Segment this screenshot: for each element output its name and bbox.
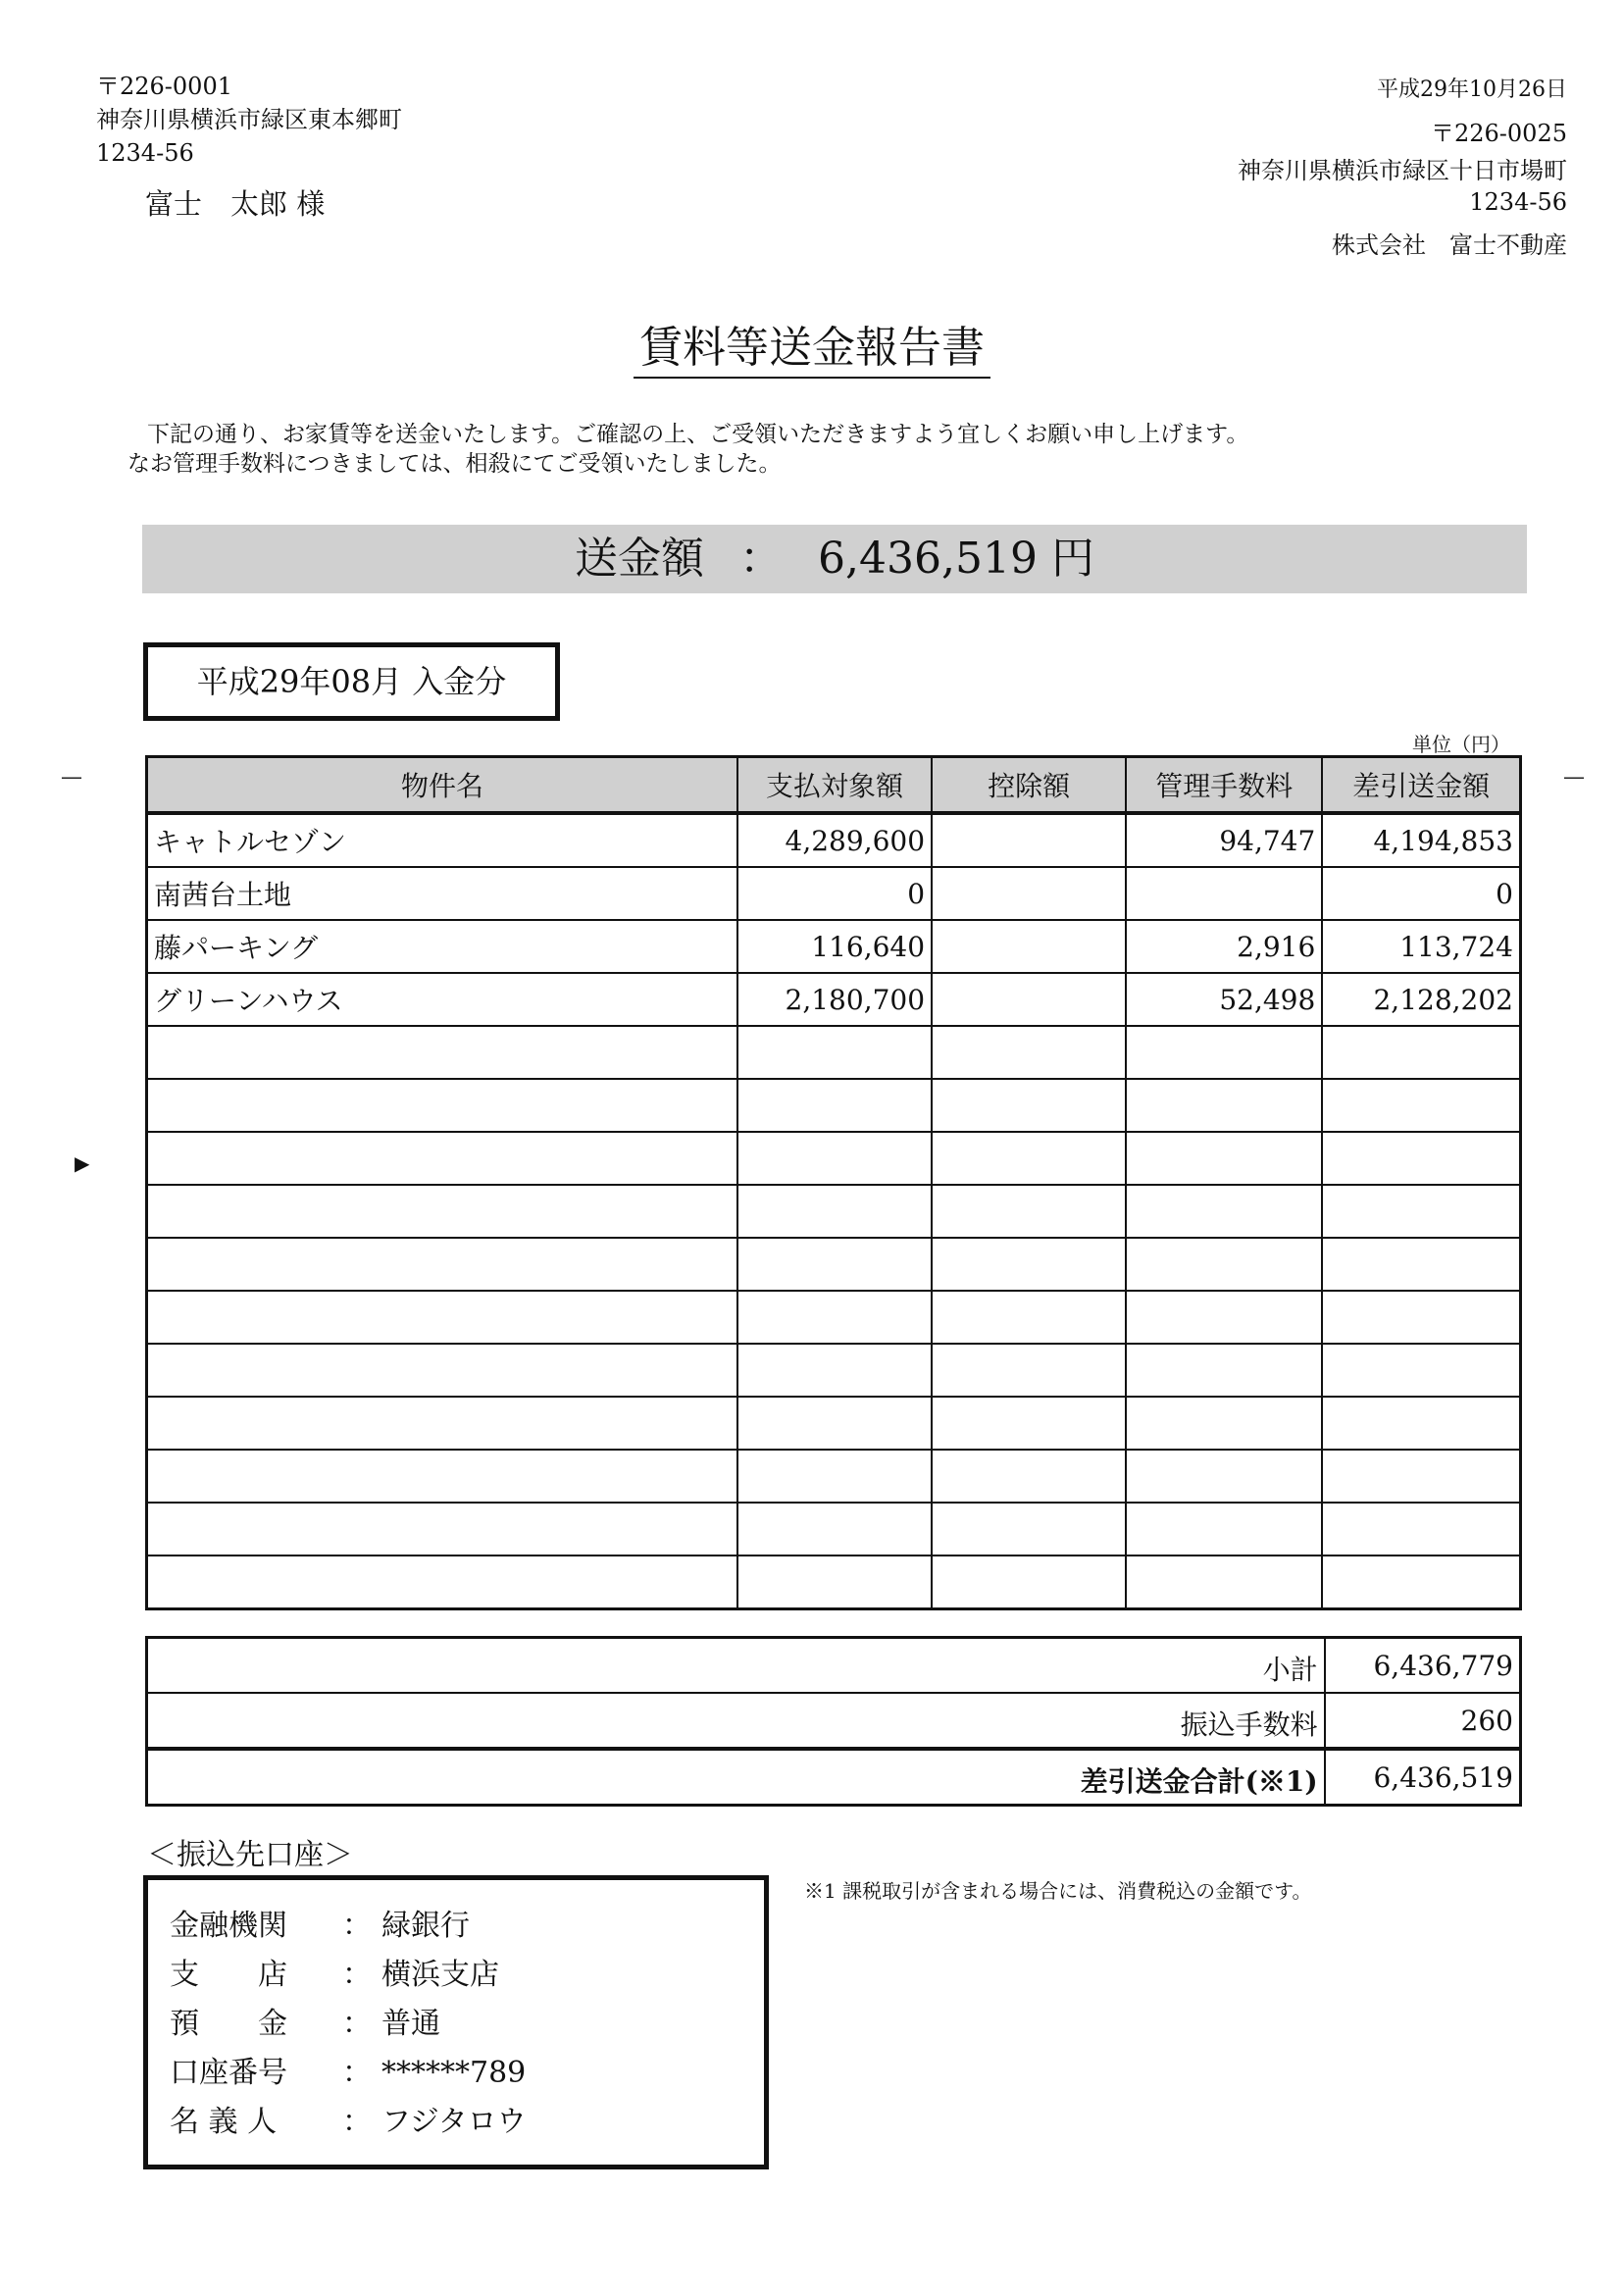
empty-cell [737,1026,932,1079]
bank-section-label: ＜振込先口座＞ [147,1838,353,1872]
table-row-empty [147,1344,1521,1397]
recipient-address [96,71,402,171]
issue-date: 平成29年10月26日 [1377,77,1567,102]
header-property: 物件名 [147,757,737,814]
empty-cell [1126,1344,1322,1397]
empty-cell [147,1450,737,1503]
empty-cell [1322,1132,1520,1185]
unit-label: 単位（円） [1412,733,1510,756]
bank-row-account-number: 口座番号 ： ******789 [170,2056,527,2090]
empty-cell [737,1291,932,1344]
recipient-name: 富士 太郎 様 [145,187,326,221]
bank-row-deposit-type: 預 金 ： 普通 [170,2007,440,2041]
header-payable: 支払対象額 [737,757,932,814]
empty-cell [1322,1344,1520,1397]
table-row-empty [147,1450,1521,1503]
empty-cell [1322,1026,1520,1079]
empty-cell [932,1291,1126,1344]
bank-row-account-holder: 名 義 人 ： フジタロウ [170,2105,527,2139]
empty-cell [1126,1556,1322,1609]
empty-cell [1322,1450,1520,1503]
empty-cell [147,1291,737,1344]
cell-property: 藤パーキング [147,920,737,973]
cell-management-fee: 2,916 [1126,920,1322,973]
header-net-remittance: 差引送金額 [1322,757,1520,814]
empty-cell [932,1556,1126,1609]
cell-deduction [932,920,1126,973]
table-row [147,973,1521,1026]
header-deduction: 控除額 [932,757,1126,814]
cell-management-fee: 94,747 [1126,813,1322,867]
cell-management-fee [1126,867,1322,920]
amount-colon: ： [739,534,784,584]
cell-deduction [932,813,1126,867]
cell-payable: 4,289,600 [737,813,932,867]
cell-payable: 116,640 [737,920,932,973]
empty-cell [1322,1556,1520,1609]
empty-cell [932,1397,1126,1450]
empty-cell [147,1397,737,1450]
empty-cell [1126,1503,1322,1556]
intro-line-1: 下記の通り、お家賃等を送金いたします。ご確認の上、ご受領いただきますよう宜しくお願い申し上げます。 [147,422,1249,447]
remittance-table [145,755,1522,1610]
empty-cell [932,1132,1126,1185]
bank-row-institution: 金融機関 ： 緑銀行 [170,1909,470,1943]
table-row-empty [147,1291,1521,1344]
empty-cell [147,1132,737,1185]
bank-account-box [143,1875,769,2169]
empty-cell [737,1556,932,1609]
punch-mark-icon: ▶ [75,1151,90,1175]
cell-payable: 0 [737,867,932,920]
table-row-empty [147,1079,1521,1132]
totals-table [145,1636,1522,1807]
subtotal-label: 小計 [147,1638,1325,1694]
sender-address [1238,114,1567,263]
empty-cell [1126,1132,1322,1185]
empty-cell [737,1238,932,1291]
table-row-empty [147,1397,1521,1450]
fold-mark-right: — [1563,765,1585,790]
empty-cell [147,1238,737,1291]
empty-cell [932,1450,1126,1503]
grand-total-row [147,1749,1521,1806]
empty-cell [932,1344,1126,1397]
empty-cell [1322,1291,1520,1344]
empty-cell [1126,1291,1322,1344]
table-row-empty [147,1503,1521,1556]
table-row-empty [147,1185,1521,1238]
empty-cell [1126,1079,1322,1132]
empty-cell [737,1185,932,1238]
fold-mark-left: — [61,765,82,790]
empty-cell [147,1556,737,1609]
table-row [147,813,1521,867]
table-row-empty [147,1238,1521,1291]
header-management-fee: 管理手数料 [1126,757,1322,814]
empty-cell [1322,1397,1520,1450]
table-row [147,920,1521,973]
remittance-amount-bar [142,525,1527,593]
sender-company: 株式会社 富士不動産 [1332,231,1567,259]
sender-address-line1: 神奈川県横浜市緑区十日市場町 [1238,157,1567,184]
empty-cell [737,1079,932,1132]
empty-cell [737,1503,932,1556]
table-row-empty [147,1026,1521,1079]
subtotal-value: 6,436,779 [1325,1638,1521,1694]
empty-cell [737,1132,932,1185]
empty-cell [932,1238,1126,1291]
cell-property: 南茜台土地 [147,867,737,920]
cell-management-fee: 52,498 [1126,973,1322,1026]
grand-total-value: 6,436,519 [1325,1749,1521,1806]
empty-cell [1126,1450,1322,1503]
cell-net-remittance: 2,128,202 [1322,973,1520,1026]
empty-cell [1322,1503,1520,1556]
recipient-address-line2: 1234-56 [96,139,194,167]
empty-cell [1126,1397,1322,1450]
amount-value: 6,436,519 円 [818,534,1094,584]
empty-cell [147,1185,737,1238]
cell-payable: 2,180,700 [737,973,932,1026]
empty-cell [147,1079,737,1132]
empty-cell [1126,1185,1322,1238]
document-title: 賃料等送金報告書 [0,312,1624,375]
empty-cell [147,1026,737,1079]
cell-property: キャトルセゾン [147,813,737,867]
cell-net-remittance: 0 [1322,867,1520,920]
table-row [147,867,1521,920]
bank-row-branch: 支 店 ： 横浜支店 [170,1958,499,1992]
cell-property: グリーンハウス [147,973,737,1026]
sender-postal: 〒226-0025 [1431,120,1567,147]
empty-cell [1322,1185,1520,1238]
table-header-row [147,757,1521,814]
cell-deduction [932,867,1126,920]
cell-deduction [932,973,1126,1026]
intro-text [127,420,1249,479]
empty-cell [737,1344,932,1397]
subtotal-row [147,1638,1521,1694]
cell-net-remittance: 113,724 [1322,920,1520,973]
empty-cell [1126,1238,1322,1291]
empty-cell [932,1079,1126,1132]
empty-cell [147,1344,737,1397]
recipient-postal: 〒226-0001 [96,73,232,100]
empty-cell [1126,1026,1322,1079]
empty-cell [932,1026,1126,1079]
period-box: 平成29年08月 入金分 [143,642,560,721]
grand-total-label: 差引送金合計(※1) [147,1749,1325,1806]
cell-net-remittance: 4,194,853 [1322,813,1520,867]
transfer-fee-row [147,1693,1521,1749]
table-row-empty [147,1556,1521,1609]
sender-address-line2: 1234-56 [1469,188,1567,216]
table-row-empty [147,1132,1521,1185]
empty-cell [1322,1079,1520,1132]
amount-label: 送金額 [575,534,705,584]
empty-cell [737,1450,932,1503]
empty-cell [932,1185,1126,1238]
empty-cell [932,1503,1126,1556]
recipient-address-line1: 神奈川県横浜市緑区東本郷町 [96,106,402,133]
empty-cell [147,1503,737,1556]
tax-note: ※1 課税取引が含まれる場合には、消費税込の金額です。 [804,1879,1312,1903]
intro-line-2: なお管理手数料につきましては、相殺にてご受領いたしました。 [127,451,782,477]
empty-cell [737,1397,932,1450]
transfer-fee-label: 振込手数料 [147,1693,1325,1749]
empty-cell [1322,1238,1520,1291]
transfer-fee-value: 260 [1325,1693,1521,1749]
